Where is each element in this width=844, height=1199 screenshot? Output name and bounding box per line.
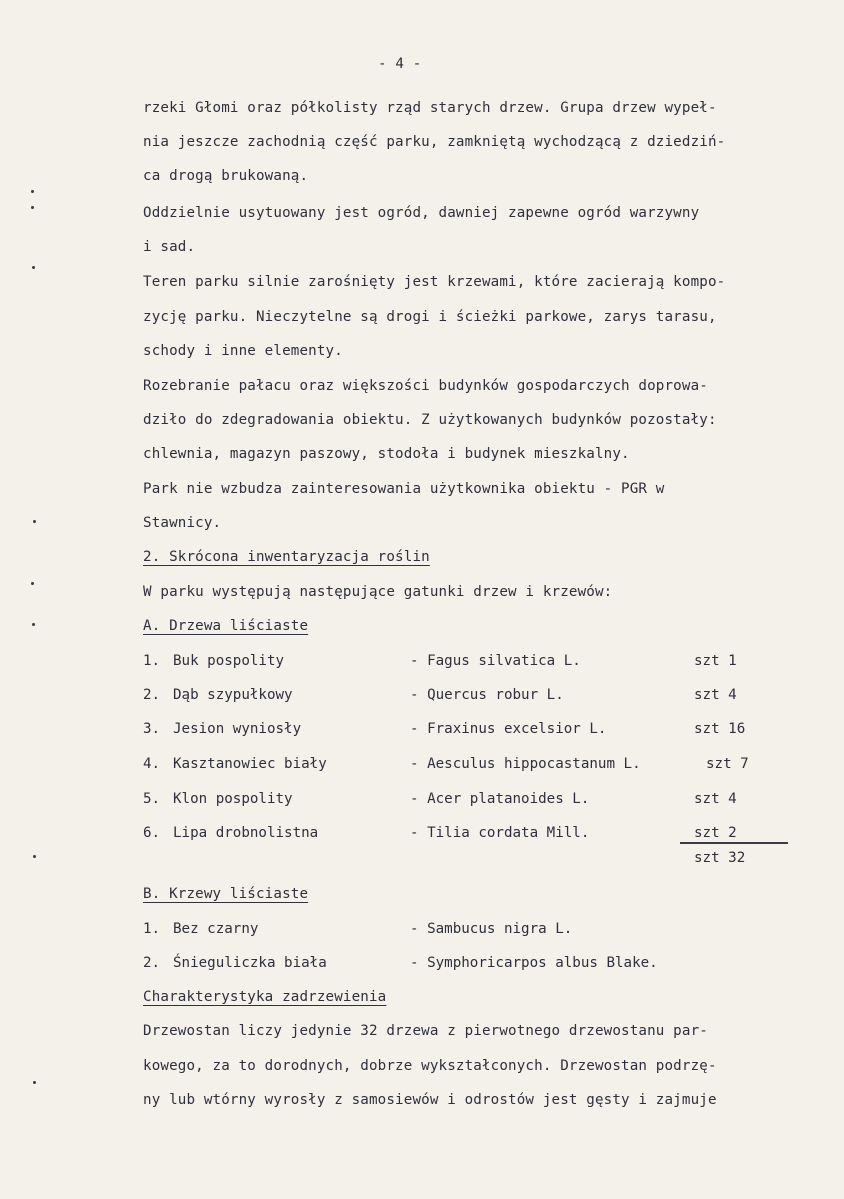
text-line: Park nie wzbudza zainteresowania użytkownika obiektu - PGR w [143,481,665,497]
item-count: szt 1 [694,653,737,669]
text-line: rzeki Głomi oraz półkolisty rząd starych drzew. Grupa drzew wypeł- [143,100,717,116]
item-number: 3. [143,721,161,737]
scan-speck [31,190,34,193]
text-line: dziło do zdegradowania obiektu. Z użytkowanych budynków pozostały: [143,412,717,428]
scan-speck [31,206,34,209]
page-number: - 4 - [378,56,422,72]
section-heading: 2. Skrócona inwentaryzacja roślin [143,549,430,565]
item-number: 5. [143,791,161,807]
trees-heading: A. Drzewa liściaste [143,618,309,634]
item-name: Bez czarny [173,921,259,937]
item-number: 4. [143,756,161,772]
item-number: 1. [143,653,161,669]
item-count: szt 2 [694,825,737,841]
item-latin: - Tilia cordata Mill. [410,825,590,841]
trees-total: szt 32 [694,850,746,866]
sum-rule [680,842,788,844]
section-intro: W parku występują następujące gatunki drzew i krzewów: [143,584,613,600]
text-line: Stawnicy. [143,515,222,531]
item-number: 2. [143,955,161,971]
text-line: ny lub wtórny wyrosły z samosiewów i odrostów jest gęsty i zajmuje [143,1092,717,1108]
scan-speck [31,582,34,585]
text-line: Drzewostan liczy jedynie 32 drzewa z pierwotnego drzewostanu par- [143,1023,708,1039]
text-line: schody i inne elementy. [143,343,343,359]
item-name: Klon pospolity [173,791,293,807]
scan-speck [33,855,36,858]
item-latin: - Fagus silvatica L. [410,653,581,669]
item-name: Kasztanowiec biały [173,756,327,772]
item-name: Lipa drobnolistna [173,825,319,841]
item-latin: - Aesculus hippocastanum L. [410,756,641,772]
item-count: szt 4 [694,687,737,703]
text-line: Oddzielnie usytuowany jest ogród, dawniej zapewne ogród warzywny [143,205,700,221]
item-count: szt 16 [694,721,746,737]
item-count: szt 4 [694,791,737,807]
shrubs-heading: B. Krzewy liściaste [143,886,309,902]
item-count: szt 7 [706,756,749,772]
item-number: 6. [143,825,161,841]
scan-speck [32,623,35,626]
text-line: chlewnia, magazyn paszowy, stodoła i budynek mieszkalny. [143,446,630,462]
text-line: Teren parku silnie zarośnięty jest krzewami, które zacierają kompo- [143,274,726,290]
scan-speck [32,266,35,269]
item-latin: - Acer platanoides L. [410,791,590,807]
item-latin: - Symphoricarpos albus Blake. [410,955,658,971]
text-line: Rozebranie pałacu oraz większości budynków gospodarczych doprowa- [143,378,708,394]
item-name: Dąb szypułkowy [173,687,293,703]
item-latin: - Quercus robur L. [410,687,564,703]
item-name: Śnieguliczka biała [173,955,327,971]
scan-speck [33,520,36,523]
text-line: i sad. [143,239,196,255]
item-name: Buk pospolity [173,653,285,669]
item-number: 1. [143,921,161,937]
text-line: nia jeszcze zachodnią część parku, zamkniętą wychodzącą z dziedziń- [143,134,726,150]
characteristics-heading: Charakterystyka zadrzewienia [143,989,387,1005]
item-latin: - Fraxinus excelsior L. [410,721,607,737]
scan-speck [33,1081,36,1084]
text-line: ca drogą brukowaną. [143,168,309,184]
item-name: Jesion wyniosły [173,721,302,737]
text-line: zycję parku. Nieczytelne są drogi i ścieżki parkowe, zarys tarasu, [143,309,717,325]
item-number: 2. [143,687,161,703]
text-line: kowego, za to dorodnych, dobrze wykształconych. Drzewostan podrzę- [143,1058,717,1074]
item-latin: - Sambucus nigra L. [410,921,573,937]
